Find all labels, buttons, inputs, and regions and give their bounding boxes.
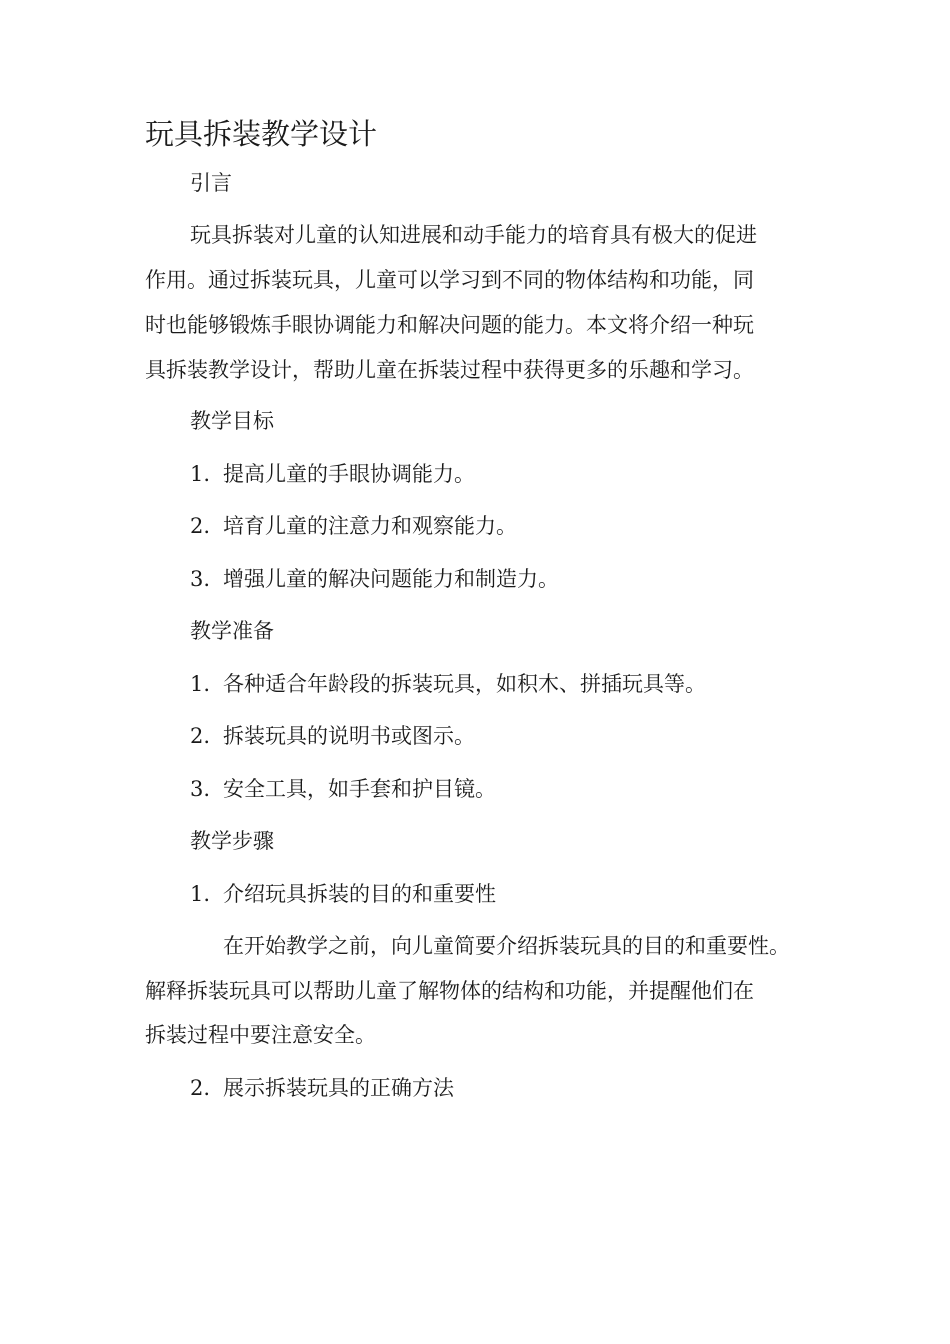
step-title: 介绍玩具拆装的目的和重要性	[223, 882, 496, 906]
prep-heading: 教学准备	[190, 619, 274, 643]
step-number: 1.	[190, 882, 211, 906]
goals-heading: 教学目标	[190, 409, 274, 433]
intro-heading: 引言	[190, 171, 232, 195]
intro-line: 具拆装教学设计，帮助儿童在拆装过程中获得更多的乐趣和学习。	[145, 358, 754, 382]
prep-text: 拆装玩具的说明书或图示。	[223, 724, 475, 748]
goal-text: 培育儿童的注意力和观察能力。	[223, 514, 517, 538]
intro-line: 作用。通过拆装玩具，儿童可以学习到不同的物体结构和功能，同	[145, 268, 754, 292]
step-title: 展示拆装玩具的正确方法	[223, 1076, 454, 1100]
goal-number: 3.	[190, 567, 211, 591]
prep-number: 1.	[190, 672, 211, 696]
step-line: 拆装过程中要注意安全。	[145, 1023, 376, 1047]
goal-number: 1.	[190, 462, 211, 486]
document-title: 玩具拆装教学设计	[145, 117, 378, 151]
intro-line: 玩具拆装对儿童的认知进展和动手能力的培育具有极大的促进	[190, 223, 757, 247]
goal-text: 提高儿童的手眼协调能力。	[223, 462, 475, 486]
prep-number: 2.	[190, 724, 211, 748]
prep-text: 各种适合年龄段的拆装玩具，如积木、拼插玩具等。	[223, 672, 706, 696]
goal-text: 增强儿童的解决问题能力和制造力。	[223, 567, 559, 591]
step-line: 在开始教学之前，向儿童简要介绍拆装玩具的目的和重要性。	[223, 934, 790, 958]
prep-number: 3.	[190, 777, 211, 801]
step-line: 解释拆装玩具可以帮助儿童了解物体的结构和功能，并提醒他们在	[145, 979, 754, 1003]
goal-number: 2.	[190, 514, 211, 538]
prep-text: 安全工具，如手套和护目镜。	[223, 777, 496, 801]
intro-line: 时也能够锻炼手眼协调能力和解决问题的能力。本文将介绍一种玩	[145, 313, 754, 337]
step-number: 2.	[190, 1076, 211, 1100]
steps-heading: 教学步骤	[190, 829, 274, 853]
